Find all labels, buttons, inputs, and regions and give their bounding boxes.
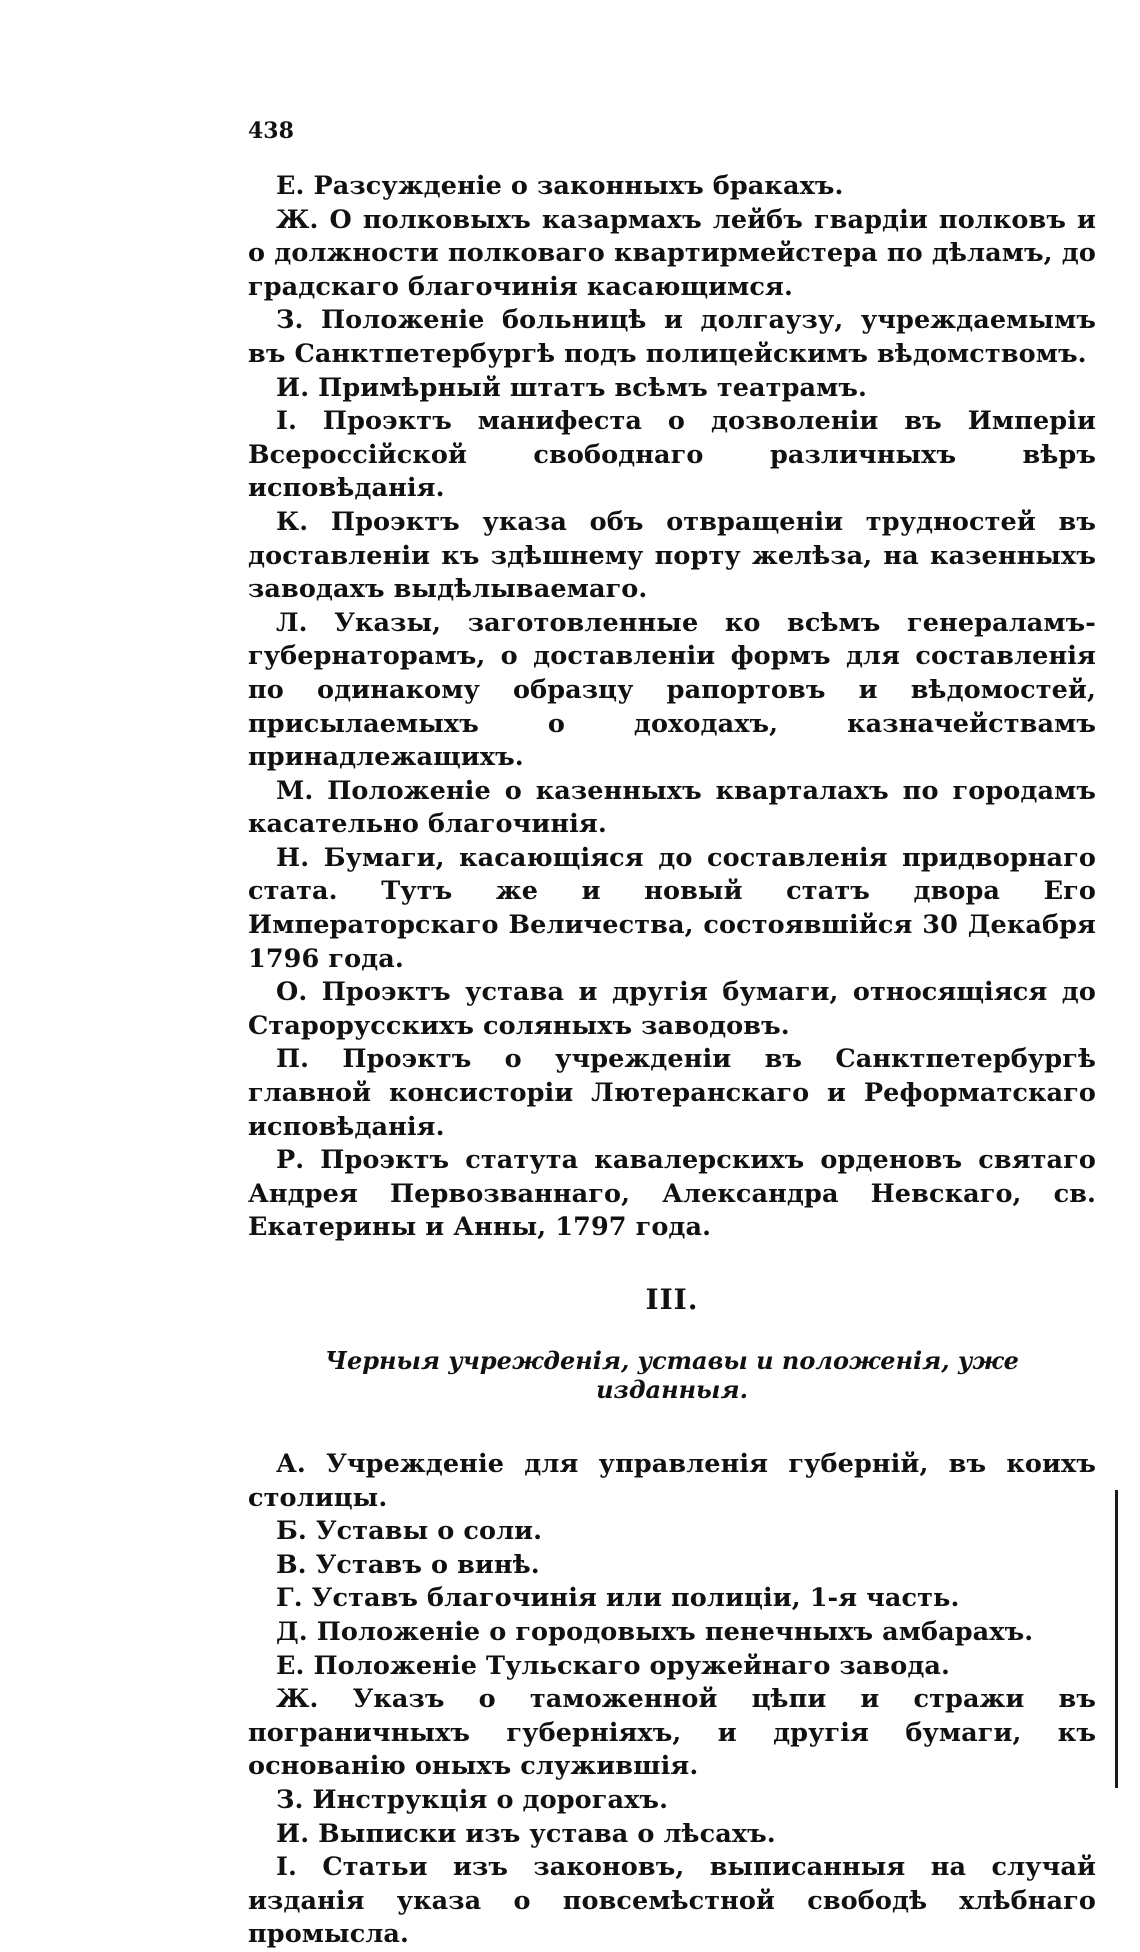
list-item: А. Учрежденіе для управленія губерній, въ коихъ столицы.	[248, 1449, 1096, 1513]
list-item: Г. Уставъ благочинія или полиціи, 1-я часть.	[276, 1583, 960, 1614]
list-item: І. Статьи изъ законовъ, выписанныя на случай изданія указа о повсемѣстной свободѣ хлѣбнаго промысла.	[248, 1852, 1096, 1950]
list-item: Р. Проэктъ статута кавалерскихъ орденовъ святаго Андрея Первозваннаго, Александра Невскаго, св. Екатерины и Анны, 1797 года.	[248, 1145, 1096, 1243]
list-item: Ж. Указъ о таможенной цѣпи и стражи въ пограничныхъ губерніяхъ, и другія бумаги, къ основанію оныхъ служившія.	[248, 1684, 1096, 1782]
section-heading: III.	[645, 1283, 699, 1316]
list-item: Н. Бумаги, касающіяся до составленія придворнаго стата. Тутъ же и новый статъ двора Его Императорскаго Величества, состоявшійся 30 Декабря 1796 года.	[248, 842, 1096, 974]
list-item: І. Проэктъ манифеста о дозволеніи въ Имперіи Всероссійской свободнаго различныхъ вѣръ исповѣданія.	[248, 406, 1096, 504]
list-item: М. Положеніе о казенныхъ кварталахъ по городамъ касательно благочинія.	[248, 775, 1096, 840]
list-item: К. Проэктъ указа объ отвращеніи трудностей въ доставленіи къ здѣшнему порту желѣза, на казенныхъ заводахъ выдѣлываемаго.	[248, 506, 1096, 605]
list-item: И. Примѣрный штатъ всѣмъ театрамъ.	[276, 372, 868, 403]
list-item: Е. Положеніе Тульскаго оружейнаго завода.	[276, 1650, 951, 1681]
page-body	[248, 118, 1096, 1952]
list-item: П. Проэктъ о учрежденіи въ Санктпетербургѣ главной консисторіи Лютеранскаго и Реформатскаго исповѣданія.	[248, 1044, 1096, 1142]
list-item: О. Проэктъ устава и другія бумаги, относящіяся до Старорусскихъ соляныхъ заводовъ.	[248, 977, 1096, 1041]
page-number: 438	[248, 118, 294, 144]
section-subheading: Черныя учрежденія, уставы и положенія, уже изданныя.	[325, 1346, 1019, 1404]
page-edge-rule	[1115, 1490, 1118, 1788]
list-item: З. Положеніе больницѣ и долгаузу, учреждаемымъ въ Санктпетербургѣ подъ полицейскимъ вѣдомствомъ.	[248, 305, 1096, 369]
list-item: И. Выписки изъ устава о лѣсахъ.	[276, 1818, 776, 1849]
list-item: Д. Положеніе о городовыхъ пенечныхъ амбарахъ.	[276, 1616, 1034, 1647]
section2-list	[248, 1448, 1096, 1952]
list-item: З. Инструкція о дорогахъ.	[276, 1784, 669, 1815]
list-item: Ж. О полковыхъ казармахъ лейбъ гвардіи полковъ и о должности полковаго квартирмейстера по дѣламъ, до градскаго благочинія касающимся.	[248, 204, 1096, 302]
list-item: Е. Разсужденіе о законныхъ бракахъ.	[276, 171, 844, 201]
list-item: Л. Указы, заготовленные ко всѣмъ генераламъ-губернаторамъ, о доставленіи формъ для составленія по одинакому образцу рапортовъ и вѣдомостей, присылаемыхъ о доходахъ, казначействамъ принадлежащихъ.	[248, 607, 1096, 773]
list-item: Б. Уставы о соли.	[276, 1516, 543, 1547]
section1-list	[248, 170, 1096, 1245]
list-item: В. Уставъ о винѣ.	[276, 1549, 540, 1580]
